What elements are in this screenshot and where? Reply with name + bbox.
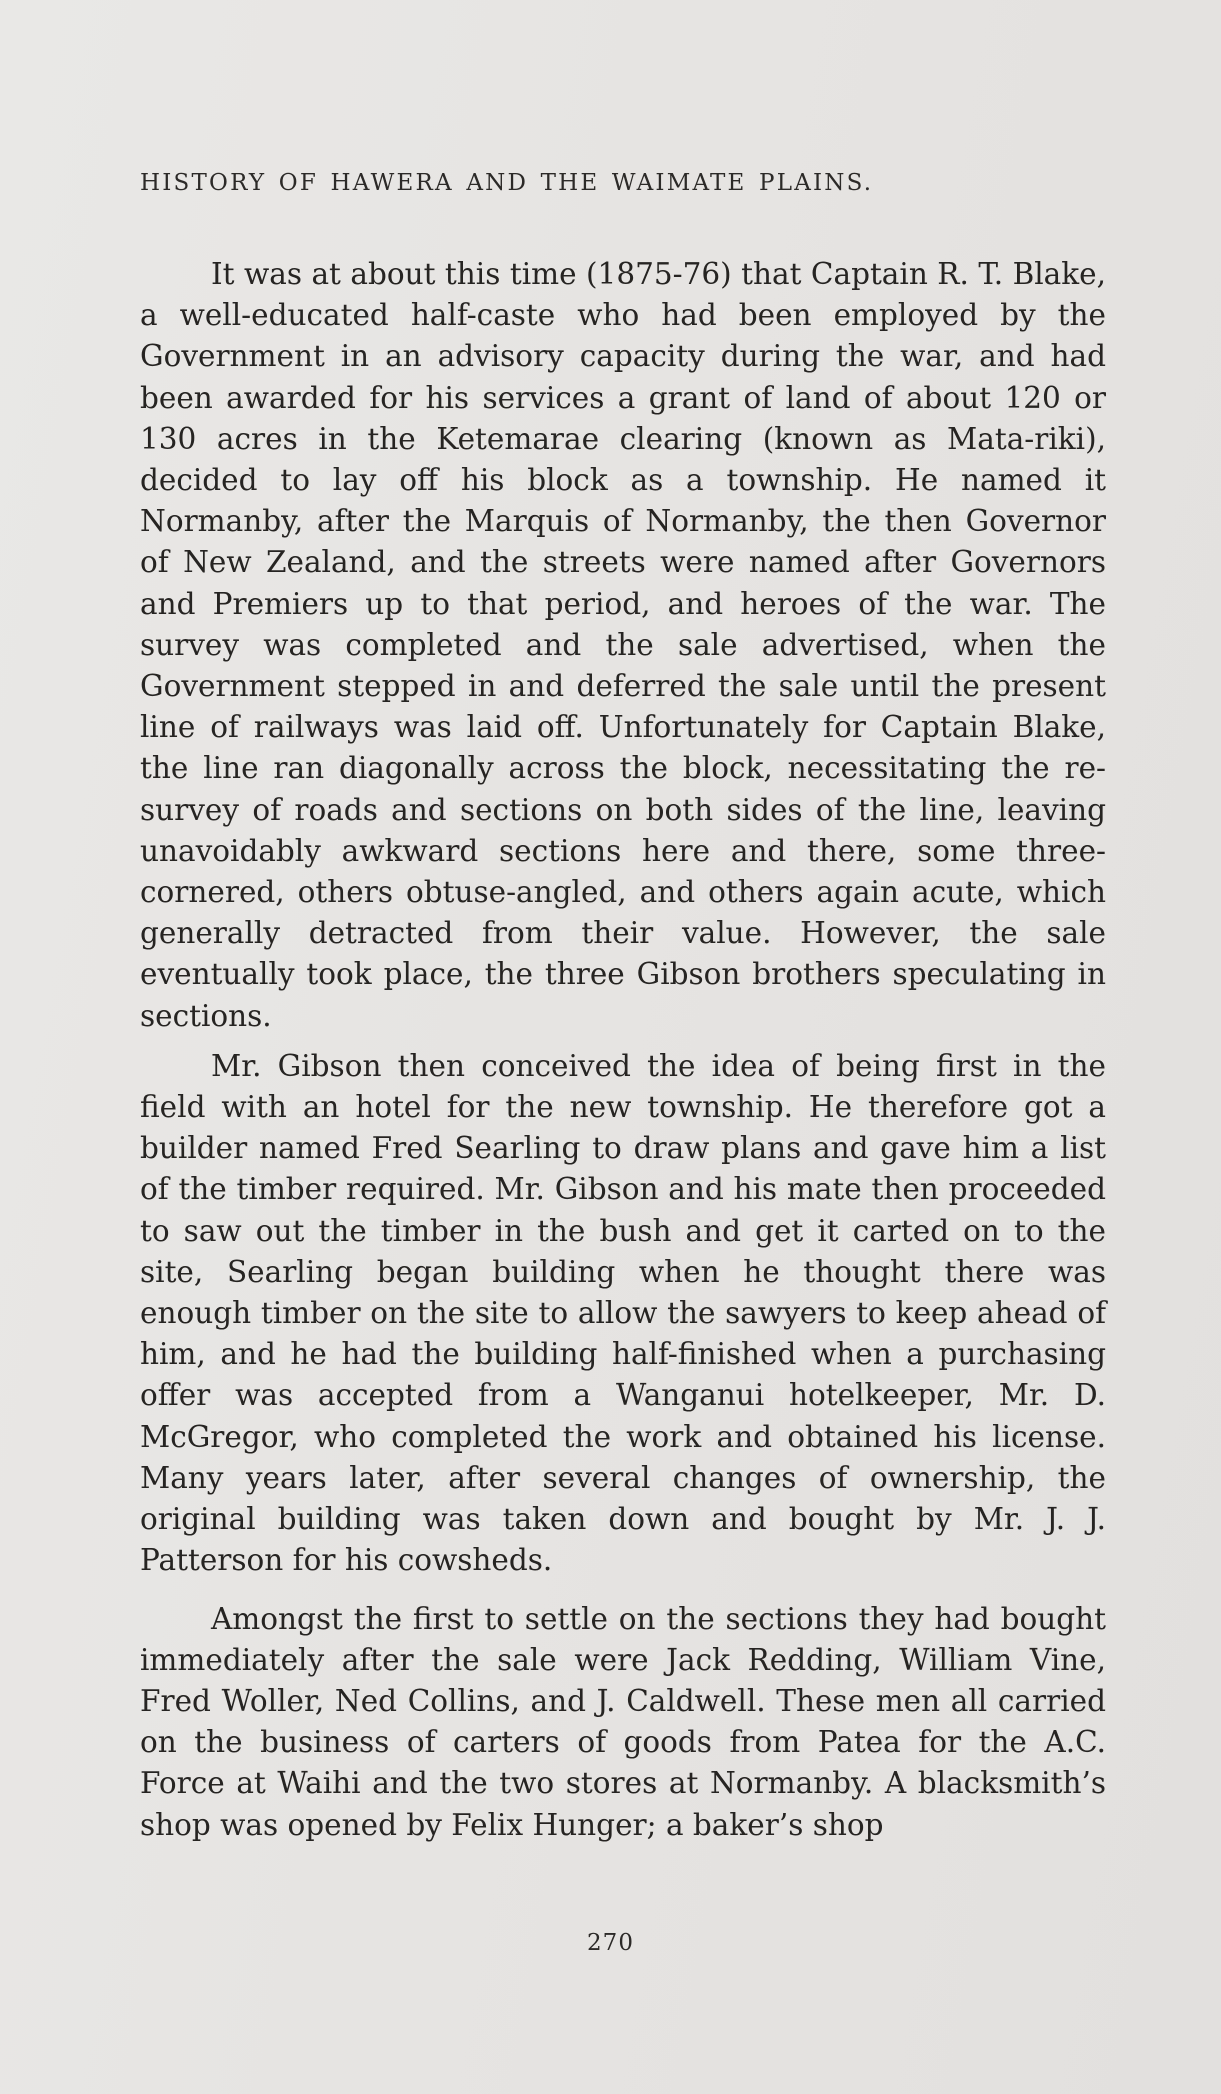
paragraph-1: It was at about this time (1875-76) that Captain R. T. Blake, a well-educated half-caste who had been employed by the Government in an advisory capacity during the war, and had been awarded for his services a grant of land of about 120 or 130 acres in the Ketemarae clearing (known as Mata-riki), decided to lay off his block as a township. He named it Normanby, after the Marquis of Normanby, the then Governor of New Zealand, and the streets were named after Governors and Premiers up to that period, and heroes of the war. The survey was completed and the sale advertised, when the Government stepped in and deferred the sale until the present line of railways was laid off. Unfortunately for Captain Blake, the line ran diagonally across the block, necessitating the re-survey of roads and sections on both sides of the line, leaving unavoidably awkward sections here and there, some three-cornered, others obtuse-angled, and others again acute, which generally detracted from their value. However, the sale eventually took place, the three Gibson brothers speculating in sections.	[140, 257, 1106, 1033]
running-header: HISTORY OF HAWERA AND THE WAIMATE PLAINS.	[140, 170, 874, 196]
page-number: 270	[587, 1930, 634, 1956]
paragraph-3: Amongst the first to settle on the sections they had bought immediately after the sale were Jack Redding, William Vine, Fred Woller, Ned Collins, and J. Caldwell. These men all carried on the business of carters of goods from Patea for the A.C. Force at Waihi and the two stores at Normanby. A blacksmith’s shop was opened by Felix Hunger; a baker’s shop	[140, 1601, 1106, 1842]
paragraph-2: Mr. Gibson then conceived the idea of being first in the field with an hotel for the new township. He therefore got a builder named Fred Searling to draw plans and gave him a list of the timber required. Mr. Gibson and his mate then proceeded to saw out the timber in the bush and get it carted on to the site, Searling began building when he thought there was enough timber on the site to allow the sawyers to keep ahead of him, and he had the building half-finished when a purchasing offer was accepted from a Wanganui hotelkeeper, Mr. D. McGregor, who completed the work and obtained his license. Many years later, after several changes of ownership, the original building was taken down and bought by Mr. J. J. Patterson for his cowsheds.	[140, 1048, 1106, 1578]
body-text	[140, 254, 1106, 1846]
